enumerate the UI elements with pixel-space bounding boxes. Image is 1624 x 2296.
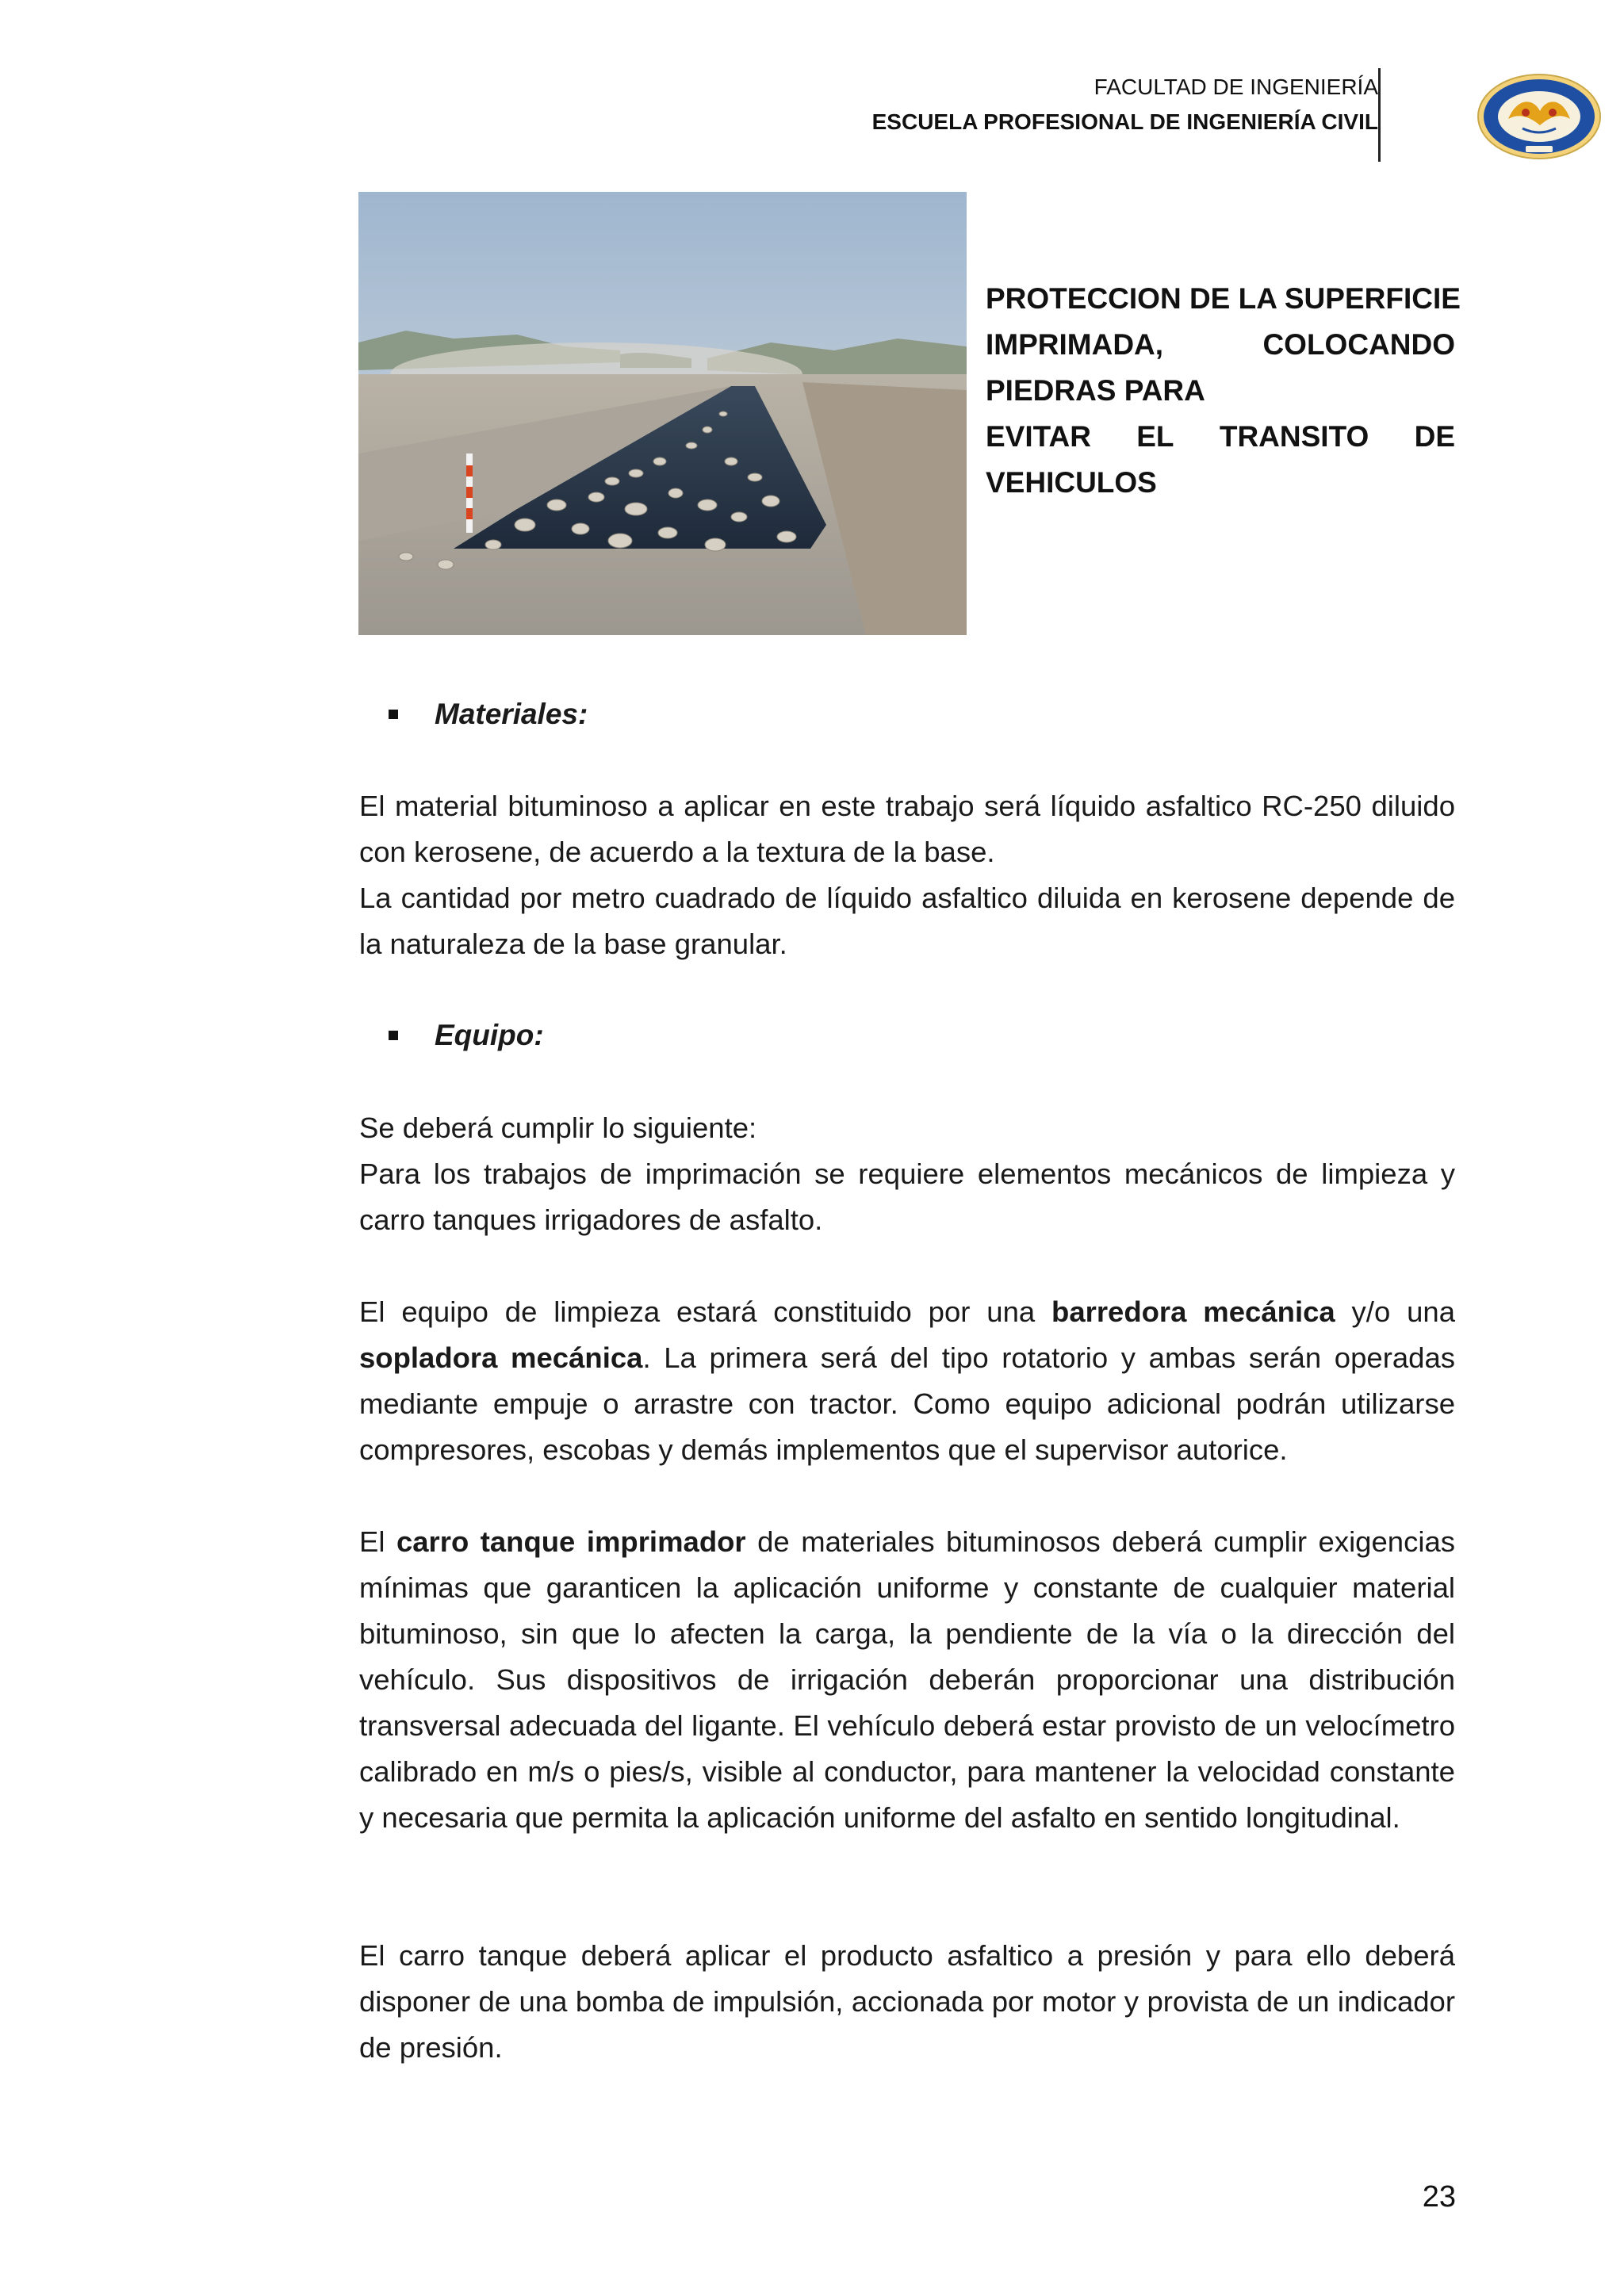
square-bullet-icon xyxy=(389,710,398,719)
equipo-heading: Equipo: xyxy=(389,1012,544,1058)
pressure-paragraph xyxy=(359,1933,1455,2071)
paragraph-text: El carro tanque deberá aplicar el producto asfaltico a presión y para ello deberá disponer de una bomba de impulsión, accionada por motor y provista de un indicador de presión. xyxy=(359,1939,1455,2064)
photo-caption xyxy=(986,276,1461,506)
paragraph-text: El carro tanque imprimador de materiales bituminosos deberá cumplir exigencias mínimas que garanticen la aplicación uniforme y constante de cualquier material bituminoso, sin que lo afecten la carga, la pendiente de la vía o la dirección del vehículo. Sus dispositivos de irrigación deberán proporcionar una distribución transversal adecuada del ligante. El vehículo deberá estar provisto de un velocímetro calibrado en m/s o pies/s, visible al conductor, para mantener la velocidad constante y necesaria que permita la aplicación uniforme del asfalto en sentido longitudinal. xyxy=(359,1525,1455,1834)
faculty-name: FACULTAD DE INGENIERÍA xyxy=(1094,75,1378,99)
paragraph-text: Para los trabajos de imprimación se requiere elementos mecánicos de limpieza y carro tanques irrigadores de asfalto. xyxy=(359,1158,1455,1236)
page-header xyxy=(665,70,1378,140)
paragraph-text: El material bituminoso a aplicar en este trabajo será líquido asfaltico RC-250 diluido con kerosene, de acuerdo a la textura de la base. xyxy=(359,790,1455,868)
university-seal-logo xyxy=(1477,73,1602,160)
header-divider xyxy=(1378,68,1381,162)
paragraph-text: El equipo de limpieza estará constituido por una barredora mecánica y/o una sopladora mecánica. La primera será del tipo rotatorio y ambas serán operadas mediante empuje o arrastre con tractor. Como equipo adicional podrán utilizarse compresores, escobas y demás implementos que el supervisor autorice. xyxy=(359,1295,1455,1466)
caption-line: IMPRIMADA, COLOCANDO xyxy=(986,328,1455,361)
caption-line: EVITAR EL TRANSITO DE xyxy=(986,420,1455,453)
caption-line: VEHICULOS xyxy=(986,466,1157,499)
caption-line: PIEDRAS PARA xyxy=(986,374,1205,407)
equipo-intro-paragraph xyxy=(359,1105,1455,1243)
paragraph-text: La cantidad por metro cuadrado de líquido asfaltico diluida en kerosene depende de la naturaleza de la base granular. xyxy=(359,882,1455,960)
road-protection-photo xyxy=(358,192,967,635)
paragraph-text: Se deberá cumplir lo siguiente: xyxy=(359,1112,757,1144)
square-bullet-icon xyxy=(389,1031,398,1040)
school-name: ESCUELA PROFESIONAL DE INGENIERÍA CIVIL xyxy=(871,109,1378,134)
caption-line: PROTECCION DE LA SUPERFICIE xyxy=(986,282,1461,315)
page-number: 23 xyxy=(1422,2180,1456,2214)
materiales-heading: Materiales: xyxy=(389,691,588,737)
cleaning-equipment-paragraph xyxy=(359,1289,1455,1473)
tank-truck-paragraph xyxy=(359,1519,1455,1841)
materiales-paragraph xyxy=(359,783,1455,967)
